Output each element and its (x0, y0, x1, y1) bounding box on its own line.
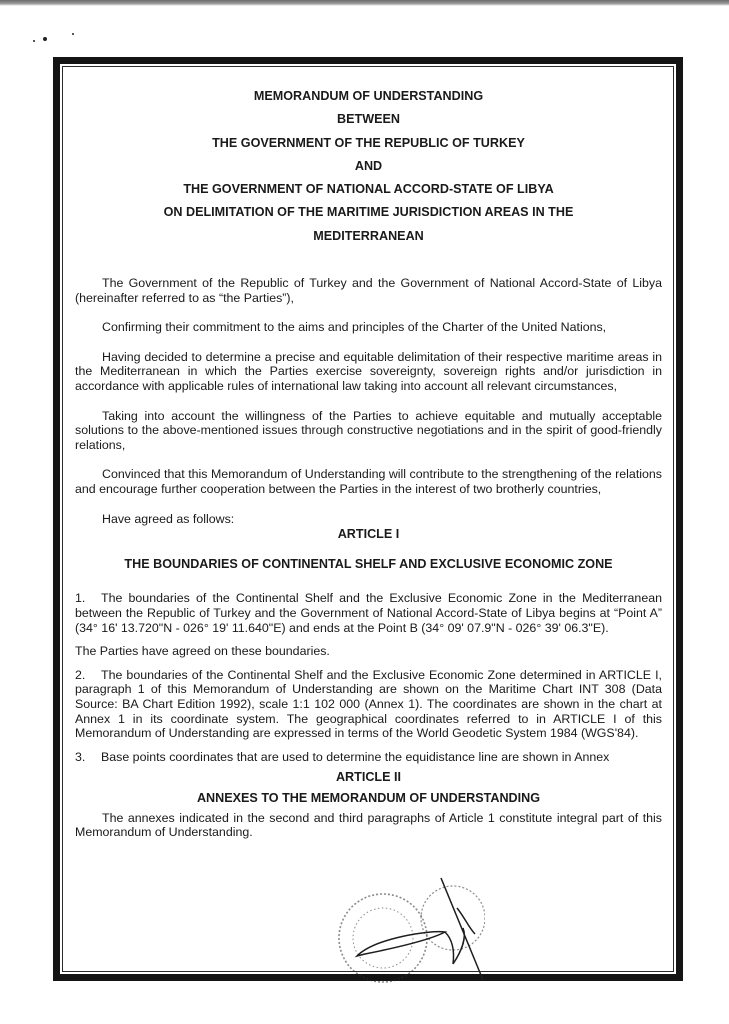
signature-stroke (457, 908, 475, 934)
seal-second-ring (421, 886, 485, 950)
paragraph-number: 3. (75, 749, 86, 764)
scan-speck (72, 33, 74, 35)
paragraph-number: 2. (75, 667, 86, 682)
paragraph-text: The boundaries of the Continental Shelf and the Exclusive Economic Zone in the Mediterranean between the Republic of Turkey and the Government of National Accord-State of Libya begins at “Point A” (34° 16' 13.720"N - 026° 19' 11.640"E) and ends at the Point B (34° 09' 07.9"N - 026° 39' 06.3"E). (75, 591, 662, 635)
preamble-parties: The Government of the Republic of Turkey and the Government of National Accord-State of Libya (hereinafter referred to as “the Parties”), (75, 276, 662, 305)
title-line: AND (354, 158, 383, 173)
memorandum-body (75, 85, 662, 840)
title-line: BETWEEN (337, 112, 400, 127)
article-2-paragraph: The annexes indicated in the second and third paragraphs of Article 1 constitute integral part of this Memorandum of Understanding. (75, 810, 662, 840)
preamble-taking-into-account: Taking into account the willingness of the Parties to achieve equitable and mutually acceptable solutions to the above-mentioned issues through constructive negotiations and in the spirit of good-friendly relations, (75, 408, 662, 452)
article-1-agreed: The Parties have agreed on these boundaries. (75, 644, 330, 659)
article-1-subheading: THE BOUNDARIES OF CONTINENTAL SHELF AND EXCLUSIVE ECONOMIC ZONE (124, 556, 613, 571)
seal-outer-ring (339, 894, 427, 982)
paragraph-text: Base points coordinates that are used to determine the equidistance line are shown in Annex (101, 749, 610, 764)
article-2-heading: ARTICLE II (335, 770, 402, 785)
title-line: THE GOVERNMENT OF THE REPUBLIC OF TURKEY (212, 135, 525, 150)
preamble-agreed: Have agreed as follows: (102, 511, 235, 526)
title-line: MEMORANDUM OF UNDERSTANDING (253, 89, 484, 103)
title-line: THE GOVERNMENT OF NATIONAL ACCORD-STATE OF LIBYA (183, 182, 554, 197)
paragraph-number: 1. (75, 591, 86, 606)
scan-speck (43, 37, 47, 41)
article-1-paragraph-2 (75, 668, 662, 741)
preamble-having-decided: Having decided to determine a precise and equitable delimitation of their respective maritime areas in the Mediterranean in which the Parties exercise sovereignty, sovereign rights and/or jurisdiction in accordance with applicable rules of international law taking into account all relevant circumstances, (75, 349, 662, 394)
article-1-heading: ARTICLE I (337, 527, 400, 542)
scan-speck (33, 40, 35, 42)
article-1-paragraph-3 (75, 750, 662, 765)
official-seal-stamp (335, 868, 485, 1008)
title-line: MEDITERRANEAN (313, 228, 424, 243)
signature-stroke (445, 928, 464, 964)
title-line: ON DELIMITATION OF THE MARITIME JURISDICTION AREAS IN THE (163, 205, 574, 220)
preamble-convinced: Convinced that this Memorandum of Understanding will contribute to the strengthening of the relations and encourage further cooperation between the Parties in the interest of two brotherly countries, (75, 467, 662, 497)
article-2-subheading: ANNEXES TO THE MEMORANDUM OF UNDERSTANDING (196, 790, 541, 805)
document-title (75, 85, 662, 248)
preamble-confirming: Confirming their commitment to the aims and principles of the Charter of the United Nations, (102, 320, 607, 335)
signature-stroke (441, 878, 483, 980)
seal-inner-ring (353, 908, 413, 968)
scan-edge (0, 0, 729, 6)
signature-stroke (357, 932, 445, 956)
article-1-paragraph-1 (75, 591, 662, 635)
paragraph-text: The boundaries of the Continental Shelf and the Exclusive Economic Zone determined in ARTICLE I, paragraph 1 of this Memorandum of Understanding are shown on the Maritime Chart INT 308 (Data Source: BA Chart Edition 1992), scale 1:1 102 000 (Annex 1). The coordinates are shown in the chart at Annex 1 in its coordinate system. The geographical coordinates referred to in ARTICLE I of this Memorandum of Understanding are expressed in terms of the World Geodetic System 1984 (WGS'84). (75, 667, 662, 741)
